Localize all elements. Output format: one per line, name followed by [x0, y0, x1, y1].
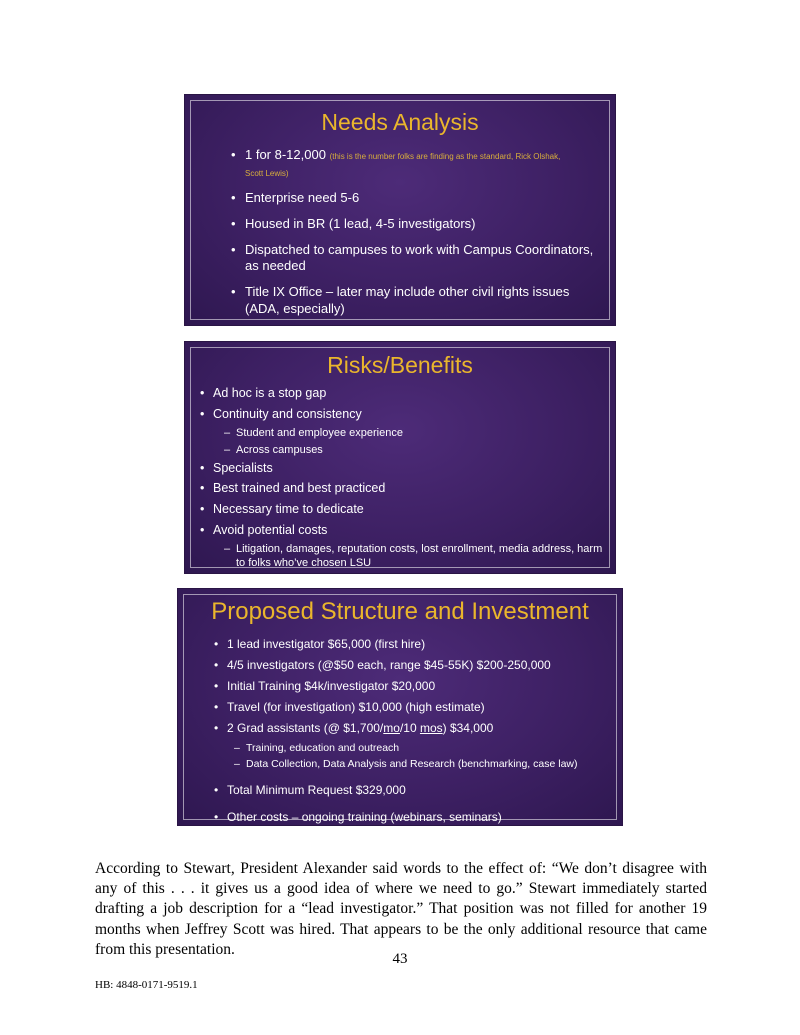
bullet-item: • Enterprise need 5-6	[231, 190, 601, 207]
risks-benefits-title: Risks/Benefits	[327, 352, 473, 378]
bullet-item: • Specialists	[200, 461, 605, 477]
slide-needs-analysis	[185, 95, 615, 325]
sub-bullet-item: – Student and employee experience	[224, 427, 605, 441]
proposed-structure-title: Proposed Structure and Investment	[211, 598, 589, 625]
bullet-item: • Best trained and best practiced	[200, 481, 605, 497]
bullet-note: (this is the number folks are finding as the standard, Rick Olshak,	[329, 152, 561, 161]
sub-bullet-item: – Data Collection, Data Analysis and Research (benchmarking, case law)	[234, 758, 610, 771]
bullet-item: • 4/5 investigators (@$50 each, range $45-55K) $200-250,000	[214, 658, 610, 673]
page-number: 43	[392, 951, 408, 967]
bullet-item: • Initial Training $4k/investigator $20,000	[214, 679, 610, 694]
bullet-text: 1 for 8-12,000	[245, 147, 326, 162]
sub-bullet-item: – Across campuses	[224, 444, 605, 458]
bullet-text: /10	[399, 721, 420, 735]
footer-document-id: HB: 4848-0171-9519.1	[95, 979, 198, 991]
proposed-structure-bullet-list	[214, 637, 610, 831]
bullet-text-underlined: mo	[383, 721, 400, 735]
bullet-item: • Dispatched to campuses to work with Campus Coordinators, as needed	[231, 242, 601, 276]
bullet-item	[214, 721, 610, 736]
bullet-note: Scott Lewis)	[245, 168, 289, 178]
slide-proposed-structure	[178, 589, 622, 825]
bullet-item-total: • Total Minimum Request $329,000	[214, 783, 610, 798]
bullet-item: • Travel (for investigation) $10,000 (high estimate)	[214, 700, 610, 715]
sub-bullet-item: – Litigation, damages, reputation costs, lost enrollment, media address, harm to folks who’ve chosen LSU	[224, 543, 605, 571]
bullet-item: • Housed in BR (1 lead, 4-5 investigators)	[231, 216, 601, 233]
bullet-item-other-costs: • Other costs – ongoing training (webinars, seminars)	[214, 810, 610, 825]
needs-analysis-title: Needs Analysis	[321, 109, 479, 135]
bullet-text: ) $34,000	[442, 721, 494, 735]
body-paragraph: According to Stewart, President Alexander said words to the effect of: “We don’t disagree with any of this . . . it gives us a good idea of where we need to go.” Stewart immediately started drafting a job description for a “lead investigator.” That position was not filled for another 19 months when Jeffrey Scott was hired. That appears to be the only additional resource that came from this presentation.	[95, 859, 707, 959]
bullet-item: • 1 lead investigator $65,000 (first hire)	[214, 637, 610, 652]
bullet-text-underlined: mos	[419, 721, 443, 735]
bullet-item: • Necessary time to dedicate	[200, 502, 605, 518]
bullet-item: • Avoid potential costs	[200, 523, 605, 539]
risks-benefits-bullet-list	[200, 386, 605, 574]
slide-risks-benefits	[185, 342, 615, 573]
bullet-text: 2 Grad assistants (@ $1,700/	[227, 721, 384, 735]
sub-bullet-item: – Training, education and outreach	[234, 742, 610, 755]
needs-analysis-bullet-list	[231, 147, 601, 327]
bullet-item	[231, 147, 601, 181]
bullet-item: • Continuity and consistency	[200, 407, 605, 423]
bullet-item: • Ad hoc is a stop gap	[200, 386, 605, 402]
bullet-item: • Title IX Office – later may include other civil rights issues (ADA, especially)	[231, 284, 601, 318]
